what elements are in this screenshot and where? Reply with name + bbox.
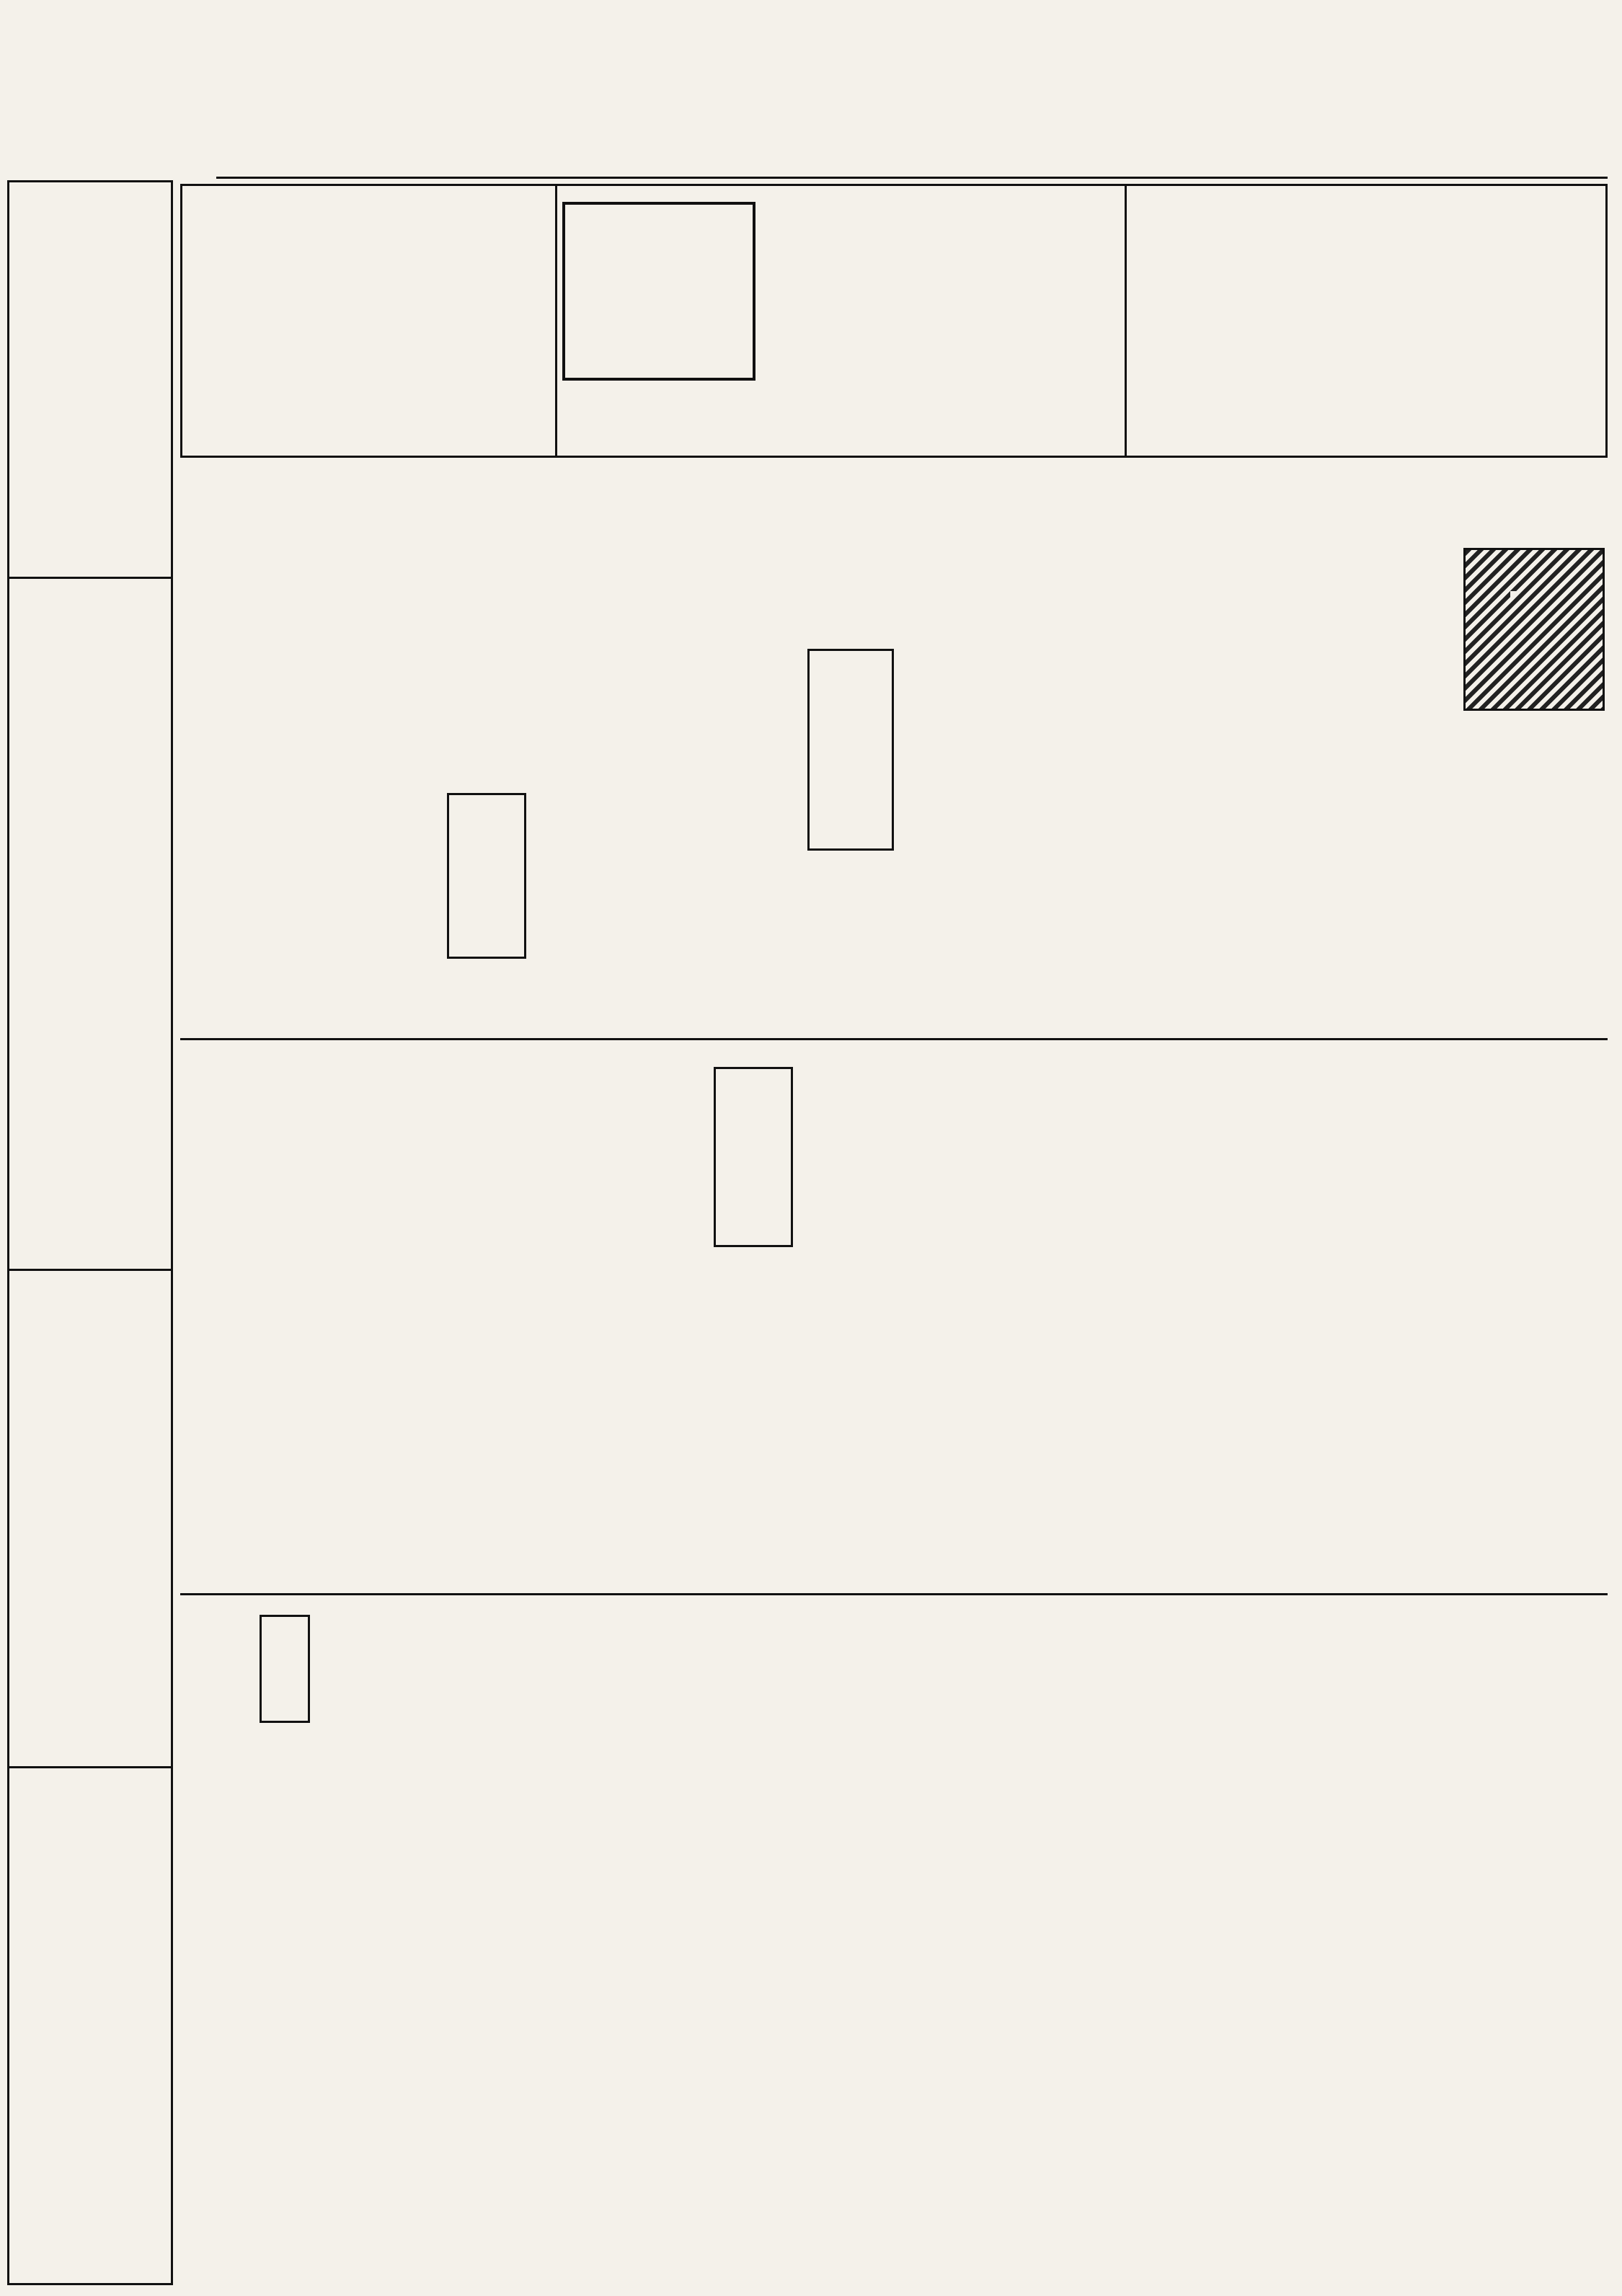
- ad-hospital-text: [1139, 198, 1305, 443]
- section-rule-2: [180, 1593, 1608, 1595]
- ad-divider-v2: [555, 184, 557, 458]
- weak-body: [180, 1608, 389, 2278]
- right-body: [1254, 1608, 1399, 2278]
- box-foreign-ministry: [807, 649, 894, 851]
- ad-hunan-text: [22, 209, 123, 533]
- ad-divider: [7, 577, 173, 579]
- ad-divider-2: [7, 1269, 173, 1271]
- middle-body-2: [851, 1052, 1089, 1586]
- right-body-top: [1096, 1052, 1600, 1586]
- yellow-river-body: [469, 1608, 750, 2004]
- middle-body: [180, 1052, 620, 1586]
- lead-body-3: [901, 469, 1110, 1031]
- ad-eye-box: [562, 202, 755, 381]
- section-tag: [1510, 591, 1516, 597]
- section-rule-1: [180, 1038, 1608, 1040]
- masthead: [238, 144, 1615, 173]
- lead-body: [1117, 469, 1218, 1031]
- box-purchase: [714, 1067, 793, 1247]
- ad-divider-v: [1125, 184, 1127, 458]
- box-protest: [447, 793, 526, 959]
- section-tag-box: [1463, 548, 1605, 711]
- masthead-rule: [216, 177, 1608, 179]
- ad-divider-3: [7, 1766, 173, 1768]
- top-ad-band: [180, 184, 1608, 458]
- meeting-body: [937, 1608, 1009, 2278]
- lead-body-4: [541, 469, 793, 1031]
- lead-body-2: [1226, 728, 1557, 1031]
